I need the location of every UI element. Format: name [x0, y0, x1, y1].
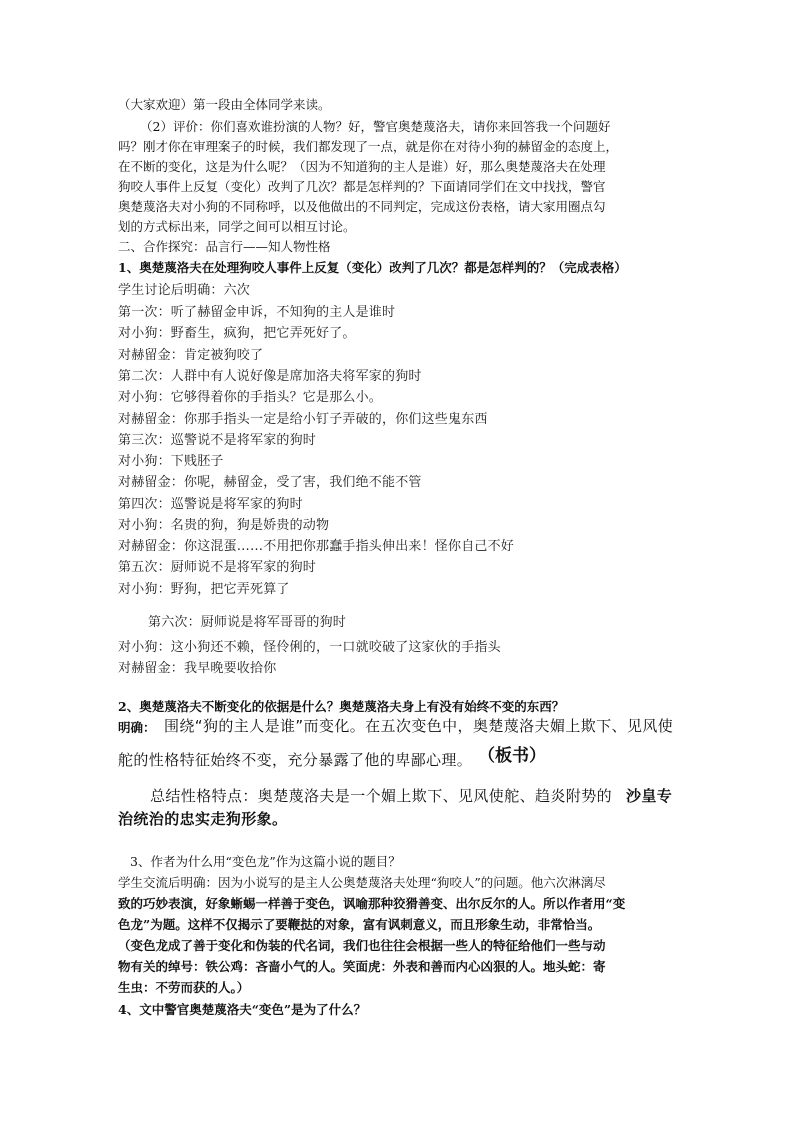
emphasis-text: 治统治的忠实走狗形象。	[118, 810, 288, 828]
text-line: 在不断的变化，这是为什么呢？（因为不知道狗的主人是谁）好，那么奥楚蔑洛夫在处理	[118, 159, 606, 174]
question-heading: 2、奥楚蔑洛夫不断变化的依据是什么？奥楚蔑洛夫身上有没有始终不变的东西？	[118, 699, 565, 714]
text-line: 对赫留金：你那手指头一定是给小钉子弄破的，你们这些鬼东西	[118, 412, 488, 427]
text-line: （大家欢迎）第一段由全体同学来读。	[118, 97, 331, 112]
text-line: 对赫留金：你这混蛋……不用把你那蠢手指头伸出来！怪你自己不好	[118, 539, 515, 554]
text-line: 吗？刚才你在审理案子的时候，我们都发现了一点，就是你在对待小狗的赫留金的态度上，	[118, 139, 619, 154]
text-line: 对小狗：野狗，把它弄死算了	[118, 582, 290, 597]
text-line: 对小狗：它够得着你的手指头？它是那么小。	[118, 390, 383, 405]
text-line: 第四次：巡警说是将军家的狗时	[118, 497, 303, 512]
answer-label: 明确：	[118, 720, 156, 735]
text-line: 第五次：厨师说不是将军家的狗时	[118, 560, 317, 575]
emphasis-text: 沙皇专	[626, 787, 673, 805]
text-line: 致的巧妙表演，好象蜥蜴一样善于变色，讽喻那种狡猾善变、出尔反尔的人。所以作者用“变	[118, 896, 626, 911]
text-line: 对小狗：下贱胚子	[118, 454, 224, 469]
text-line: （2）评价：你们喜欢谁扮演的人物？好，警官奥楚蔑洛夫，请你来回答我一个问题好	[140, 119, 611, 134]
question-heading: 4、文中警官奥楚蔑洛夫“变色”是为了什么？	[118, 1002, 367, 1017]
text-line: 色龙”为题。这样不仅揭示了要鞭挞的对象，富有讽刺意义，而且形象生动，非常恰当。	[118, 917, 601, 932]
text-line: 第六次：厨师说是将军哥哥的狗时	[148, 615, 347, 630]
text-line: 第三次：巡警说不是将军家的狗时	[118, 433, 317, 448]
text-line: 对小狗：这小狗还不赖，怪伶俐的，一口就咬破了这家伙的手指头	[118, 640, 501, 655]
text-line: 对赫留金：肯定被狗咬了	[118, 348, 264, 363]
question-heading: 1、奥楚蔑洛夫在处理狗咬人事件上反复（变化）改判了几次？都是怎样判的？（完成表格）	[118, 260, 627, 275]
section-heading: 二、合作探究：品言行——知人物性格	[118, 239, 331, 254]
text-line: 围绕“狗的主人是谁”而变化。在五次变色中，奥楚蔑洛夫媚上欺下、见风使	[164, 717, 674, 735]
text-line: 第一次：听了赫留金申诉，不知狗的主人是谁时	[118, 305, 396, 320]
text-line: （变色龙成了善于变化和伪装的代名词，我们也往往会根据一些人的特征给他们一些与动	[118, 938, 606, 953]
text-line: 对小狗：野畜生，疯狗，把它弄死好了。	[118, 326, 356, 341]
board-note: （板书）	[478, 746, 546, 766]
text-line: 对赫留金：你呢，赫留金，受了害，我们绝不能不管	[118, 475, 422, 490]
text-line: 物有关的绰号：铁公鸡：吝啬小气的人。笑面虎：外表和善而内心凶狠的人。地头蛇：寄	[118, 959, 606, 974]
text-line: 第二次：人群中有人说好像是席加洛夫将军家的狗时	[118, 369, 422, 384]
text-line: 奥楚蔑洛夫对小狗的不同称呼，以及他做出的不同判定，完成这份表格，请大家用圈点勾	[118, 199, 606, 214]
text-line: 舵的性格特征始终不变，充分暴露了他的卑鄙心理。	[118, 751, 473, 769]
text-line: 划的方式标出来，同学之间可以相互讨论。	[118, 219, 356, 234]
text-line: 对小狗：名贵的狗，狗是娇贵的动物	[118, 518, 330, 533]
text-line: 对赫留金：我早晚要收拾你	[118, 661, 277, 676]
text-line: 学生交流后明确：因为小说写的是主人公奥楚蔑洛夫处理“狗咬人”的问题。他六次淋漓尽	[118, 875, 606, 890]
text-line: 总结性格特点：奥楚蔑洛夫是一个媚上欺下、见风使舵、趋炎附势的	[150, 787, 613, 805]
question-heading: 3、作者为什么用“变色龙”作为这篇小说的题目？	[130, 854, 401, 869]
text-line: 学生讨论后明确：六次	[118, 283, 251, 298]
text-line: 狗咬人事件上反复（变化）改判了几次？都是怎样判的？下面请同学们在文中找找，警官	[118, 179, 606, 194]
text-line: 生虫：不劳而获的人。）	[118, 980, 250, 995]
